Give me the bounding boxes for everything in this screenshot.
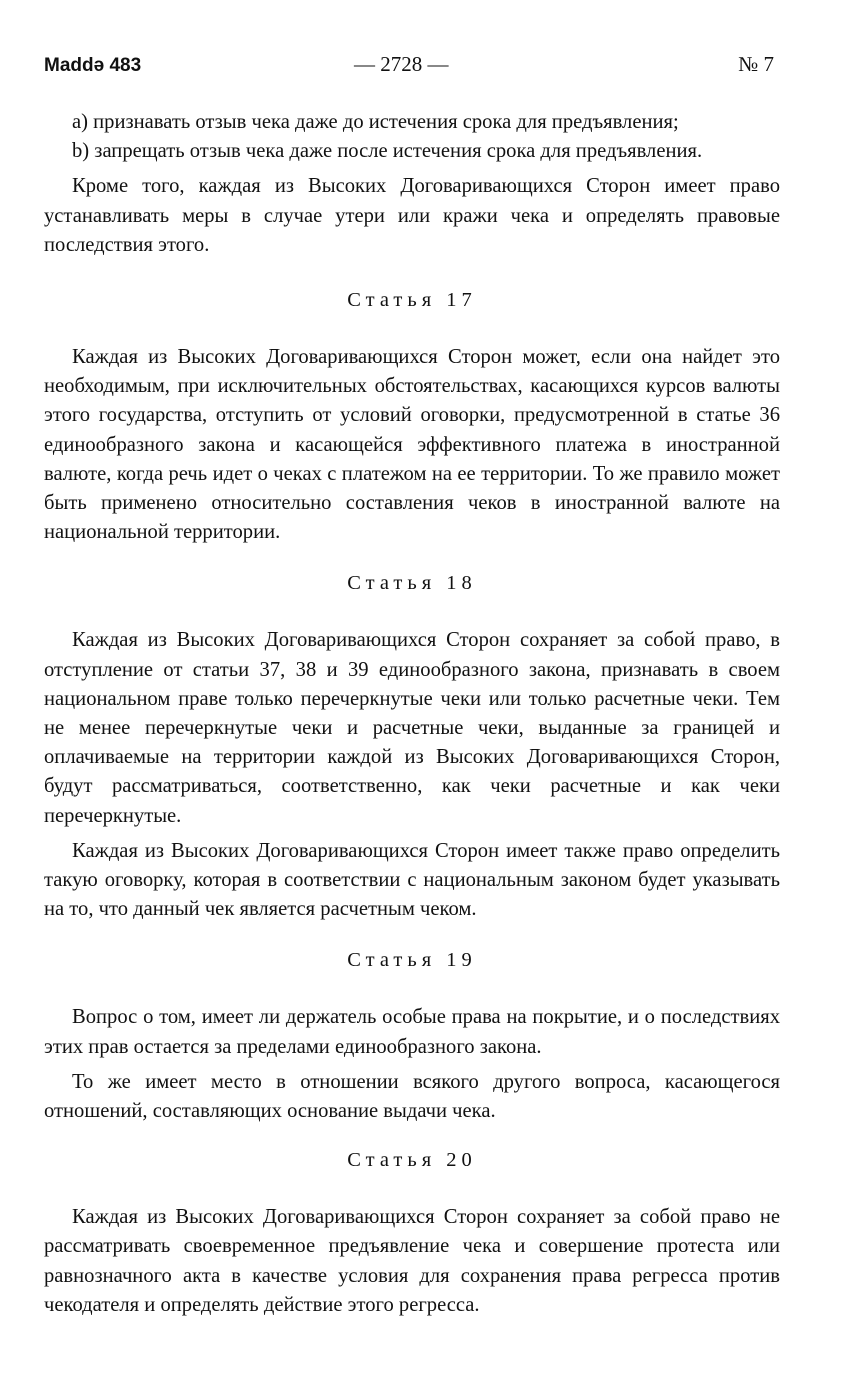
document-body (44, 108, 780, 1320)
intro-paragraph-3: Кроме того, каждая из Высоких Договаривающихся Сторон имеет право устанавливать меры в случае утери или кражи чека и определять правовые последствия этого. (44, 175, 780, 256)
intro-paragraph-b: b) запрещать отзыв чека даже после истечения срока для предъявления. (72, 140, 703, 163)
article-17-paragraph-1: Каждая из Высоких Договаривающихся Сторон может, если она найдет это необходимым, при исключительных обстоятельствах, касающихся курсов валюты этого государства, отступить от условий оговорки, предусмотренной в статье 36 единообразного закона и касающейся эффективного платежа в иностранной валюте, когда речь идет о чеках с платежом на ее территории. То же правило может быть применено относительно составления чеков в иностранной валюте на национальной территории. (44, 346, 780, 544)
intro-paragraph-a: а) признавать отзыв чека даже до истечения срока для предъявления; (72, 111, 679, 133)
article-18-paragraph-2: Каждая из Высоких Договаривающихся Сторон имеет также право определить такую оговорку, которая в соответствии с национальным законом будет указывать на то, что данный чек является расчетным чеком. (44, 839, 780, 921)
article-19-title: Статья 19 (347, 949, 477, 972)
article-17-title: Статья 17 (347, 289, 477, 312)
page-number: — 2728 — (354, 52, 449, 76)
issue-number: № 7 (738, 52, 774, 76)
header-left: Maddə 483 (44, 55, 142, 76)
article-19-paragraph-1: Вопрос о том, имеет ли держатель особые права на покрытие, и о последствиях этих прав остается за пределами единообразного закона. (44, 1006, 780, 1058)
article-20-paragraph-1: Каждая из Высоких Договаривающихся Сторон сохраняет за собой право не рассматривать своевременное предъявление чека и совершение протеста или равнозначного акта в качестве условия для сохранения права регресса против чекодателя и определять действие этого регресса. (44, 1206, 780, 1316)
article-18-title: Статья 18 (347, 572, 477, 595)
page-header (44, 52, 774, 84)
article-19-paragraph-2: То же имеет место в отношении всякого другого вопроса, касающегося отношений, составляющих основание выдачи чека. (44, 1070, 780, 1123)
article-18-paragraph-1: Каждая из Высоких Договаривающихся Сторон сохраняет за собой право, в отступление от статьи 37, 38 и 39 единообразного закона, признавать в своем национальном праве только перечеркнутые чеки или только расчетные чеки. Тем не менее перечеркнутые чеки и расчетные чеки, выданные за границей и оплачиваемые на территории каждой из Высоких Договаривающихся Сторон, будут рассматриваться, соответственно, как чеки расчетные и как чеки перечеркнутые. (44, 629, 780, 827)
article-20-title: Статья 20 (347, 1149, 477, 1172)
